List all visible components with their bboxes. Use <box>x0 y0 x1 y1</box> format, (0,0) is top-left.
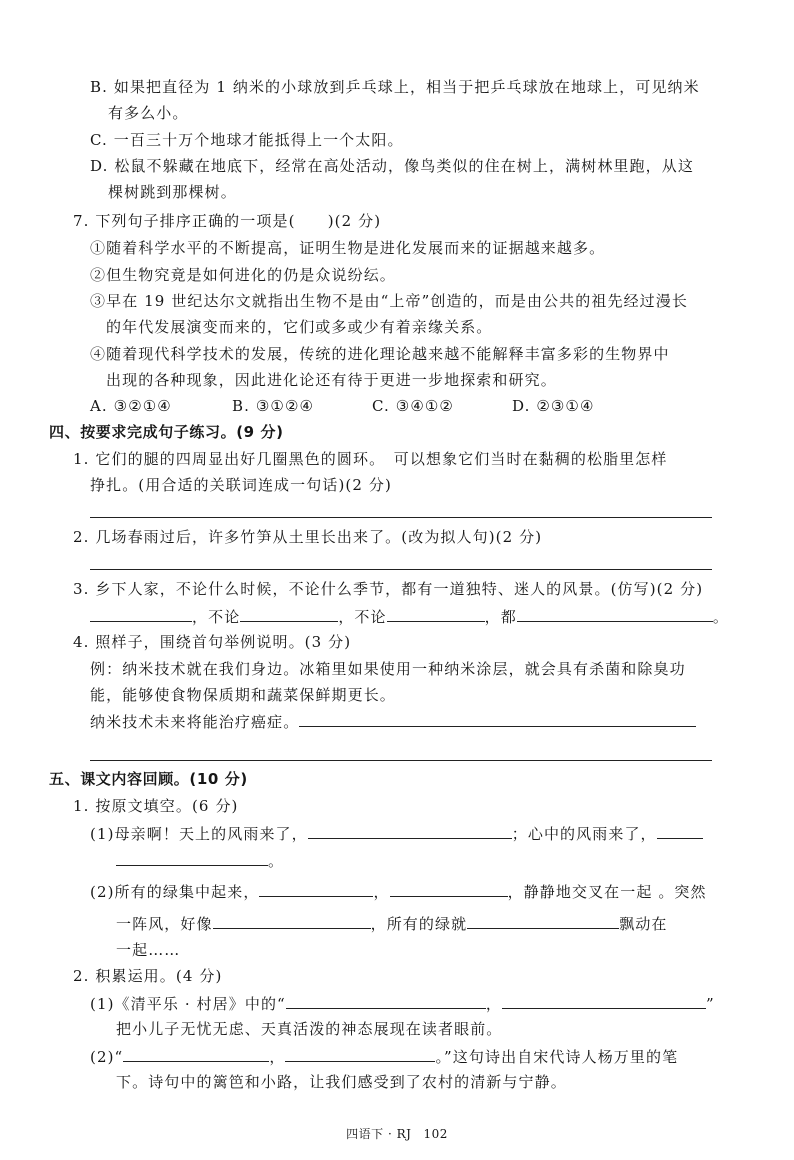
s4-q4-answer-line[interactable] <box>90 760 712 761</box>
s5-q1-2-blank-2[interactable] <box>390 880 508 897</box>
q6-option-d-line2: 棵树跳到那棵树。 <box>108 183 237 201</box>
page-footer <box>0 1125 794 1142</box>
s4-q1-line1: 1. 它们的腿的四周显出好几圈黑色的圆环。 可以想象它们当时在黏稠的松脂里怎样 <box>73 450 668 468</box>
s4-q4-prompt <box>90 710 696 732</box>
footer-page-number: 102 <box>423 1127 448 1141</box>
s5-q2-1-text-c: ” <box>705 995 715 1013</box>
q7-sentence-3-line1: ③早在 19 世纪达尔文就指出生物不是由“上帝”创造的，而是由公共的祖先经过漫长 <box>90 292 688 310</box>
s5-q1-2-line3: 一起…… <box>116 941 181 959</box>
s5-q2-2-text-a: (2)“ <box>90 1048 124 1066</box>
q7-option-a: A. ③②①④ <box>90 397 172 415</box>
s5-q2-2-blank-1[interactable] <box>123 1045 269 1062</box>
s5-q1-2-blank-3[interactable] <box>213 912 371 929</box>
s5-q1-2-blank-1[interactable] <box>259 880 373 897</box>
s5-q1-stem: 1. 按原文填空。(6 分) <box>73 797 239 815</box>
s5-q2-2-blank-2[interactable] <box>285 1045 435 1062</box>
s5-q1-1-blank-2[interactable] <box>657 822 703 839</box>
s5-q1-2-line1 <box>90 880 707 902</box>
s4-q1-answer-line[interactable] <box>90 517 712 518</box>
q7-option-d: D. ②③①④ <box>512 397 595 415</box>
q7-sentence-2: ②但生物究竟是如何进化的仍是众说纷纭。 <box>90 266 396 284</box>
q7-option-b: B. ③①②④ <box>232 397 315 415</box>
s4-q2-stem: 2. 几场春雨过后，许多竹笋从土里长出来了。(改为拟人句)(2 分) <box>73 528 543 546</box>
s5-q1-2-blank-4[interactable] <box>467 912 619 929</box>
s4-q3-blank-1[interactable] <box>90 605 192 622</box>
s5-q1-1-end: 。 <box>268 852 285 870</box>
s4-q1-line2: 挣扎。(用合适的关联词连成一句话)(2 分) <box>90 476 392 494</box>
s5-q1-1-line1 <box>90 822 703 844</box>
s5-q2-1-blank-2[interactable] <box>502 992 706 1009</box>
s5-q1-1-blank-1[interactable] <box>308 822 512 839</box>
s4-q4-prompt-text: 纳米技术未来将能治疗癌症。 <box>90 713 300 731</box>
s5-q2-2-text-b: ， <box>269 1048 286 1066</box>
q6-option-d-line1: D. 松鼠不躲藏在地底下，经常在高处活动，像鸟类似的住在树上，满树林里跑，从这 <box>90 157 694 175</box>
s5-q2-2-line1 <box>90 1045 678 1067</box>
s5-q1-2-text-d: 一阵风，好像 <box>116 915 213 933</box>
s5-q1-2-text-b: ， <box>373 883 390 901</box>
q7-sentence-3-line2: 的年代发展演变而来的，它们或多或少有着亲缘关系。 <box>106 318 493 336</box>
q7-stem: 7. 下列句子排序正确的一项是( )(2 分) <box>73 212 382 230</box>
s4-q4-stem: 4. 照样子，围绕首句举例说明。(3 分) <box>73 633 352 651</box>
s4-q4-example-line1: 例：纳米技术就在我们身边。冰箱里如果使用一种纳米涂层，就会具有杀菌和除臭功 <box>90 660 686 678</box>
s4-q3-stem: 3. 乡下人家，不论什么时候，不论什么季节，都有一道独特、迷人的风景。(仿写)(2 分) <box>73 580 704 598</box>
s5-q2-1-blank-1[interactable] <box>286 992 486 1009</box>
s5-q1-2-text-f: 飘动在 <box>619 915 668 933</box>
q6-option-b-line1: B. 如果把直径为 1 纳米的小球放到乒乓球上，相当于把乒乓球放在地球上，可见纳米 <box>90 78 700 96</box>
s5-q2-1-line2: 把小儿子无忧无虑、天真活泼的神态展现在读者眼前。 <box>116 1020 503 1038</box>
s5-q1-2-line2 <box>116 912 668 934</box>
s4-q4-example-line2: 能，能够使食物保质期和蔬菜保鲜期更长。 <box>90 686 396 704</box>
s4-q3-blank-4[interactable] <box>517 605 713 622</box>
s5-q2-1-text-b: ， <box>485 995 502 1013</box>
footer-book: 四语下 · RJ <box>346 1127 412 1141</box>
s5-q2-1-line1 <box>90 992 715 1014</box>
s4-q3-word-2: ，不论 <box>338 608 387 626</box>
s5-q1-1-blank-2-cont[interactable] <box>116 849 268 866</box>
q7-sentence-1: ①随着科学水平的不断提高，证明生物是进化发展而来的证据越来越多。 <box>90 239 606 257</box>
q6-option-b-line2: 有多么小。 <box>108 104 189 122</box>
q7-sentence-4-line1: ④随着现代科学技术的发展，传统的进化理论越来越不能解释丰富多彩的生物界中 <box>90 345 670 363</box>
s4-q4-blank-1[interactable] <box>299 710 696 727</box>
s5-q1-1-text-b: ；心中的风雨来了， <box>511 825 657 843</box>
s4-q3-end: 。 <box>712 608 729 626</box>
s5-q1-2-text-a: (2)所有的绿集中起来， <box>90 883 260 901</box>
s5-q1-2-text-e: ，所有的绿就 <box>370 915 468 933</box>
s5-q2-stem: 2. 积累运用。(4 分) <box>73 967 223 985</box>
s4-q3-word-3: ，都 <box>484 608 517 626</box>
s4-q3-word-1: ，不论 <box>192 608 241 626</box>
s4-q2-answer-line[interactable] <box>90 569 712 570</box>
s4-q3-fill-row <box>90 605 729 627</box>
s5-q2-2-text-c: 。”这句诗出自宋代诗人杨万里的笔 <box>435 1048 679 1066</box>
section-5-title: 五、课文内容回顾。(10 分) <box>49 770 248 788</box>
s5-q2-2-line2: 下。诗句中的篱笆和小路，让我们感受到了农村的清新与宁静。 <box>116 1073 567 1091</box>
s4-q3-blank-3[interactable] <box>387 605 485 622</box>
s5-q1-2-text-c: ，静静地交叉在一起 。突然 <box>507 883 707 901</box>
s5-q1-1-line2 <box>116 849 284 871</box>
s5-q1-1-text-a: (1)母亲啊！天上的风雨来了， <box>90 825 308 843</box>
s4-q3-blank-2[interactable] <box>240 605 338 622</box>
q6-option-c: C. 一百三十万个地球才能抵得上一个太阳。 <box>90 131 404 149</box>
q7-sentence-4-line2: 出现的各种现象，因此进化论还有待于更进一步地探索和研究。 <box>106 371 557 389</box>
q7-option-c: C. ③④①② <box>372 397 454 415</box>
s5-q2-1-text-a: (1)《清平乐 · 村居》中的“ <box>90 995 286 1013</box>
section-4-title: 四、按要求完成句子练习。(9 分) <box>49 423 284 441</box>
